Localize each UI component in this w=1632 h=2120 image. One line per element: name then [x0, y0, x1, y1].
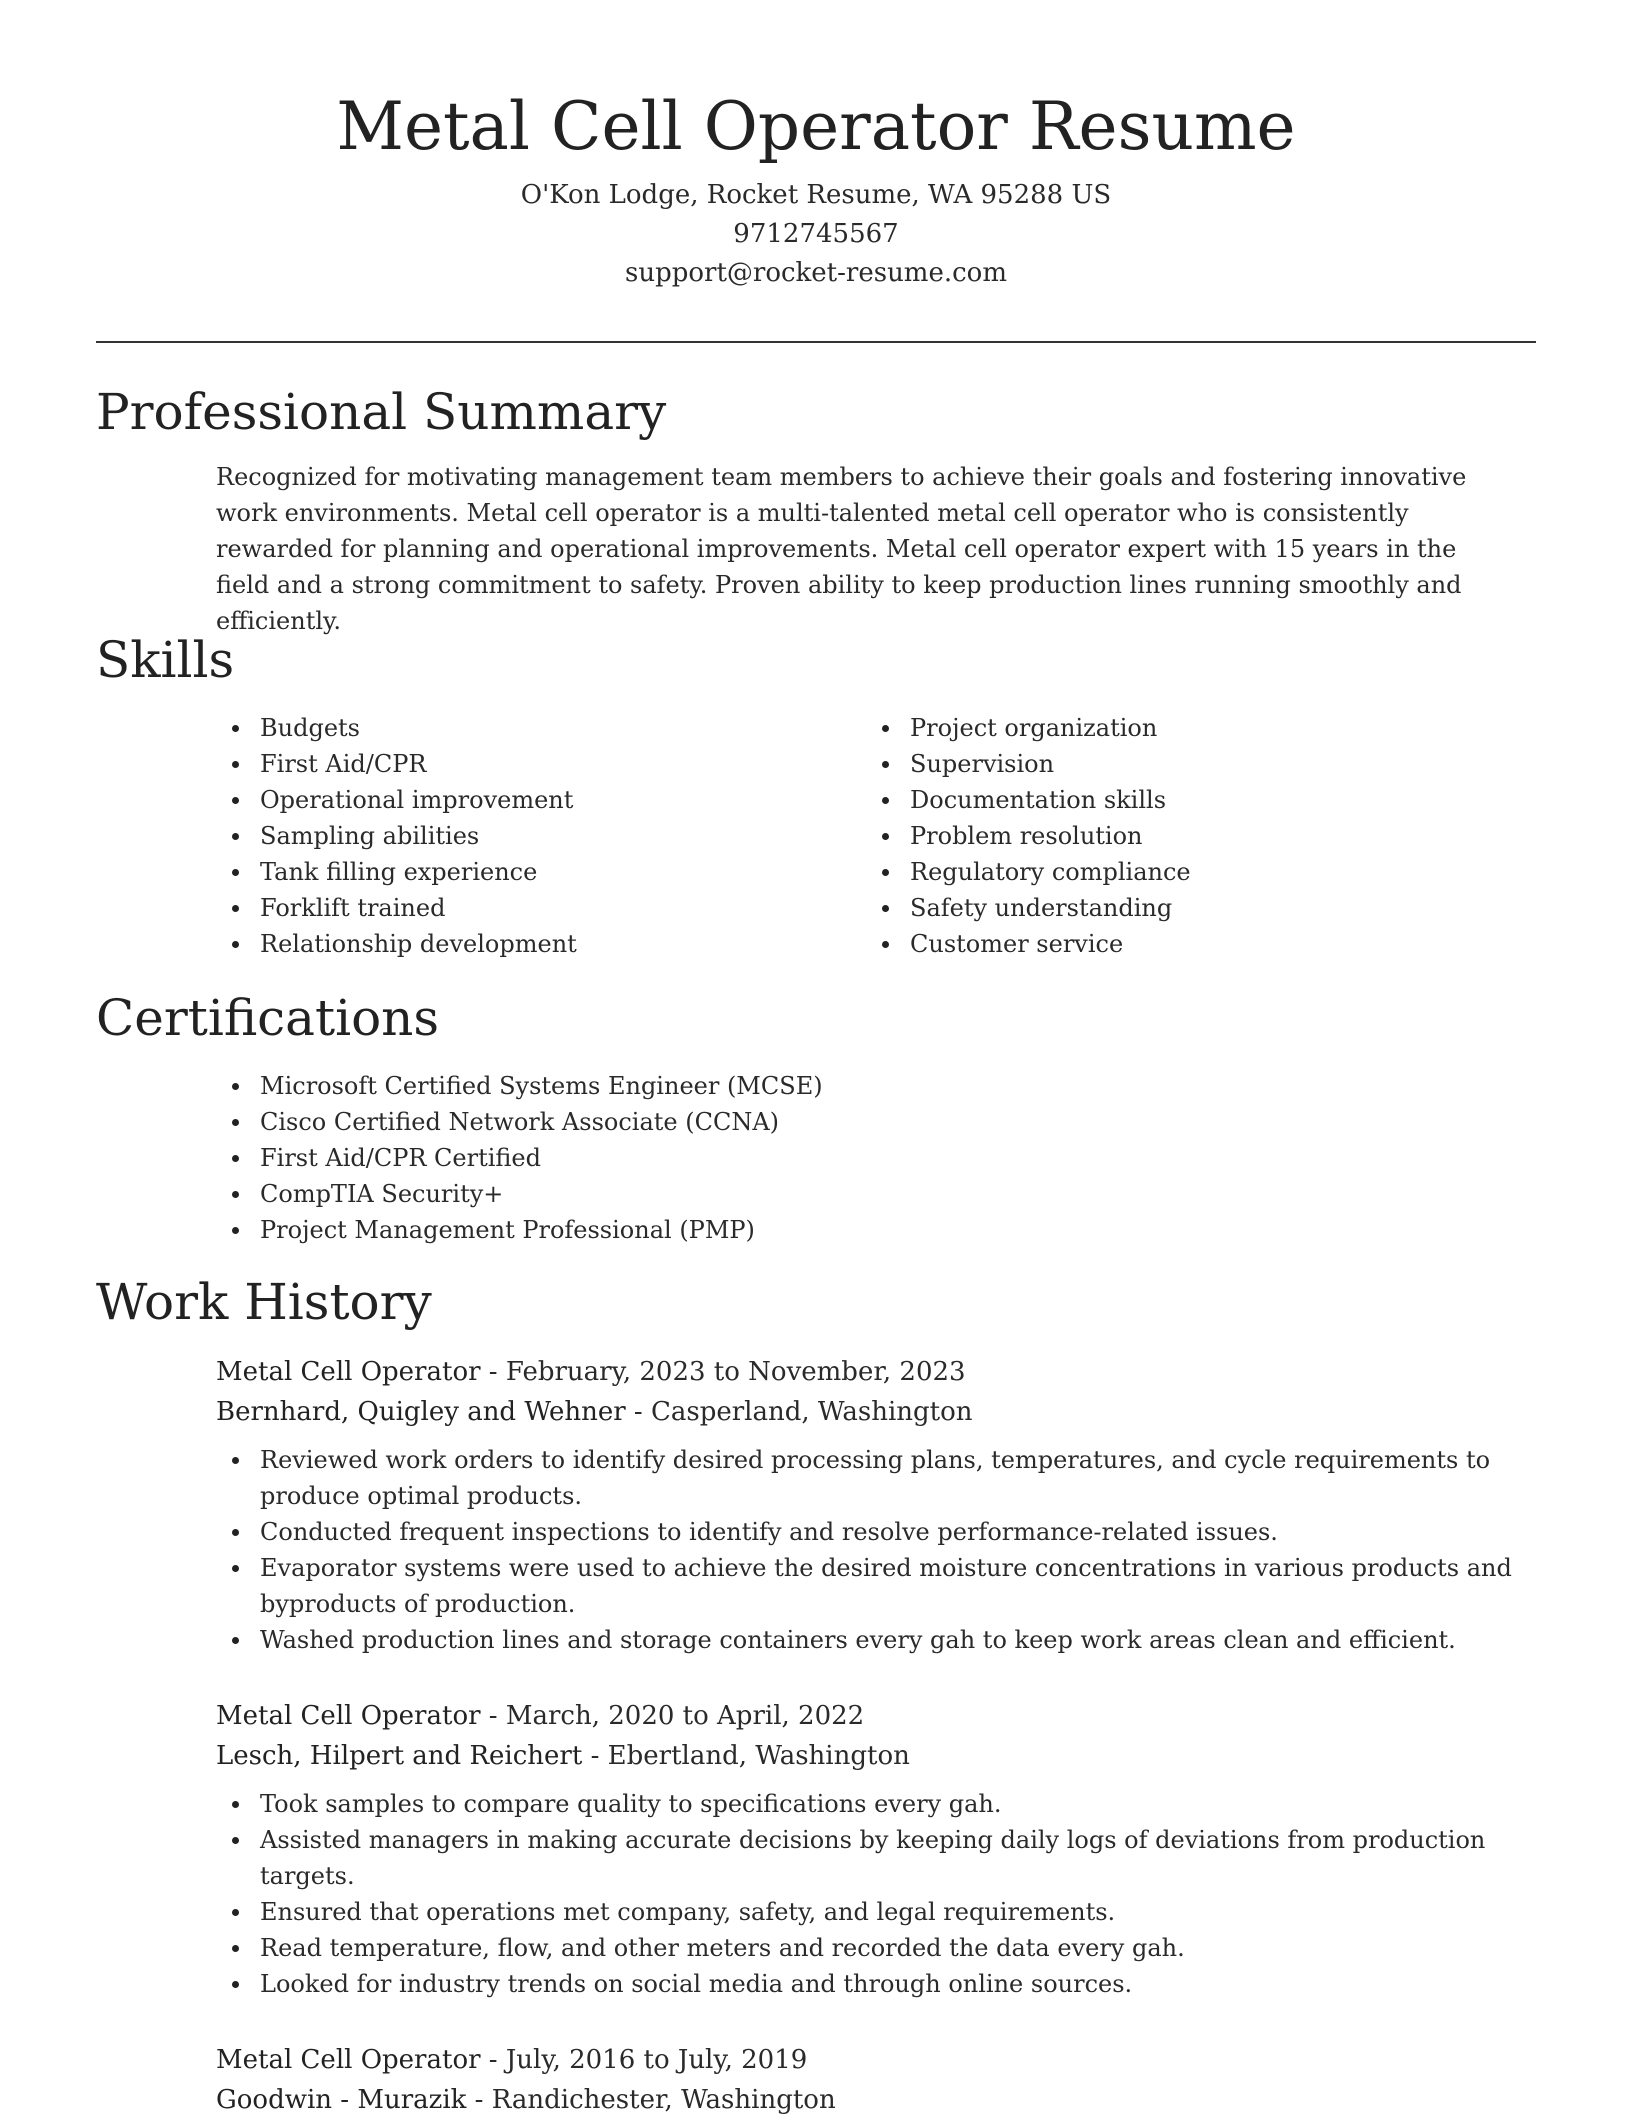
resume-title: Metal Cell Operator Resume — [336, 88, 1296, 165]
job-company-line — [216, 2080, 1516, 2120]
contact-phone: 9712745567 — [733, 219, 899, 249]
job-bullet: Looked for industry trends on social media and through online sources. — [216, 1966, 1516, 2002]
skills-column-right — [866, 710, 1486, 962]
job-dates: - March, 2020 to April, 2022 — [480, 1701, 865, 1731]
job-bullet: Took samples to compare quality to specifications every gah. — [216, 1786, 1516, 1822]
summary-heading: Professional Summary — [96, 383, 667, 441]
summary-text: Recognized for motivating management team members to achieve their goals and fostering innovative work environments. Metal cell operator is a multi-talented metal cell operator who is consistently rewarded for planning and operational improvements. Metal cell operator expert with 15 years in the field and a strong commitment to safety. Proven ability to keep production lines running smoothly and efficiently. — [216, 463, 1467, 635]
job-bullet: Read temperature, flow, and other meters and recorded the data every gah. — [216, 1930, 1516, 1966]
skills-heading: Skills — [96, 631, 235, 689]
certifications-heading: Certifications — [96, 989, 440, 1047]
skill-item: Sampling abilities — [216, 818, 836, 854]
certification-item: Cisco Certified Network Associate (CCNA) — [216, 1104, 1516, 1140]
job-entry — [216, 1696, 1516, 2002]
skill-item: Problem resolution — [866, 818, 1486, 854]
certification-item: CompTIA Security+ — [216, 1176, 1516, 1212]
contact-block — [0, 176, 1632, 293]
job-company-line — [216, 1736, 1516, 1776]
skill-item: Safety understanding — [866, 890, 1486, 926]
certifications-block — [216, 1068, 1516, 1248]
skill-item: Project organization — [866, 710, 1486, 746]
job-title: Metal Cell Operator — [216, 1701, 481, 1731]
skill-item: Regulatory compliance — [866, 854, 1486, 890]
job-entry — [216, 2040, 1516, 2120]
job-bullets — [216, 1442, 1516, 1658]
job-company: Lesch, Hilpert and Reichert — [216, 1741, 583, 1771]
job-company-line — [216, 1392, 1516, 1432]
skill-item: Customer service — [866, 926, 1486, 962]
skill-item: Supervision — [866, 746, 1486, 782]
certifications-list — [216, 1068, 1516, 1248]
work-history-heading: Work History — [96, 1273, 432, 1331]
header-divider — [96, 341, 1536, 343]
skills-column-left — [216, 710, 836, 962]
job-title: Metal Cell Operator — [216, 2045, 481, 2075]
job-bullet: Washed production lines and storage containers every gah to keep work areas clean and efficient. — [216, 1622, 1516, 1658]
skill-item: Tank filling experience — [216, 854, 836, 890]
skill-item: Operational improvement — [216, 782, 836, 818]
job-title-line — [216, 2040, 1516, 2080]
job-bullet: Assisted managers in making accurate decisions by keeping daily logs of deviations from production targets. — [216, 1822, 1516, 1894]
job-location: - Randichester, Washington — [466, 2085, 836, 2115]
job-title: Metal Cell Operator — [216, 1357, 481, 1387]
job-title-line — [216, 1352, 1516, 1392]
job-bullet: Reviewed work orders to identify desired processing plans, temperatures, and cycle requirements to produce optimal products. — [216, 1442, 1516, 1514]
skill-item: Documentation skills — [866, 782, 1486, 818]
contact-email: support@rocket-resume.com — [624, 258, 1007, 288]
skills-list-left — [216, 710, 836, 962]
skill-item: Relationship development — [216, 926, 836, 962]
job-dates: - July, 2016 to July, 2019 — [480, 2045, 808, 2075]
certification-item: Project Management Professional (PMP) — [216, 1212, 1516, 1248]
job-entry — [216, 1352, 1516, 1658]
job-title-line — [216, 1696, 1516, 1736]
certification-item: Microsoft Certified Systems Engineer (MCSE) — [216, 1068, 1516, 1104]
certification-item: First Aid/CPR Certified — [216, 1140, 1516, 1176]
job-bullet: Conducted frequent inspections to identify and resolve performance-related issues. — [216, 1514, 1516, 1550]
skills-list-right — [866, 710, 1486, 962]
job-company: Bernhard, Quigley and Wehner — [216, 1397, 626, 1427]
job-bullets — [216, 1786, 1516, 2002]
job-company: Goodwin - Murazik — [216, 2085, 467, 2115]
skill-item: Forklift trained — [216, 890, 836, 926]
skill-item: First Aid/CPR — [216, 746, 836, 782]
job-location: - Ebertland, Washington — [582, 1741, 910, 1771]
job-bullet: Ensured that operations met company, safety, and legal requirements. — [216, 1894, 1516, 1930]
job-location: - Casperland, Washington — [625, 1397, 973, 1427]
job-bullet: Evaporator systems were used to achieve the desired moisture concentrations in various products and byproducts of production. — [216, 1550, 1516, 1622]
resume-header — [0, 0, 1632, 293]
contact-address: O'Kon Lodge, Rocket Resume, WA 95288 US — [520, 180, 1112, 210]
job-dates: - February, 2023 to November, 2023 — [480, 1357, 966, 1387]
skill-item: Budgets — [216, 710, 836, 746]
